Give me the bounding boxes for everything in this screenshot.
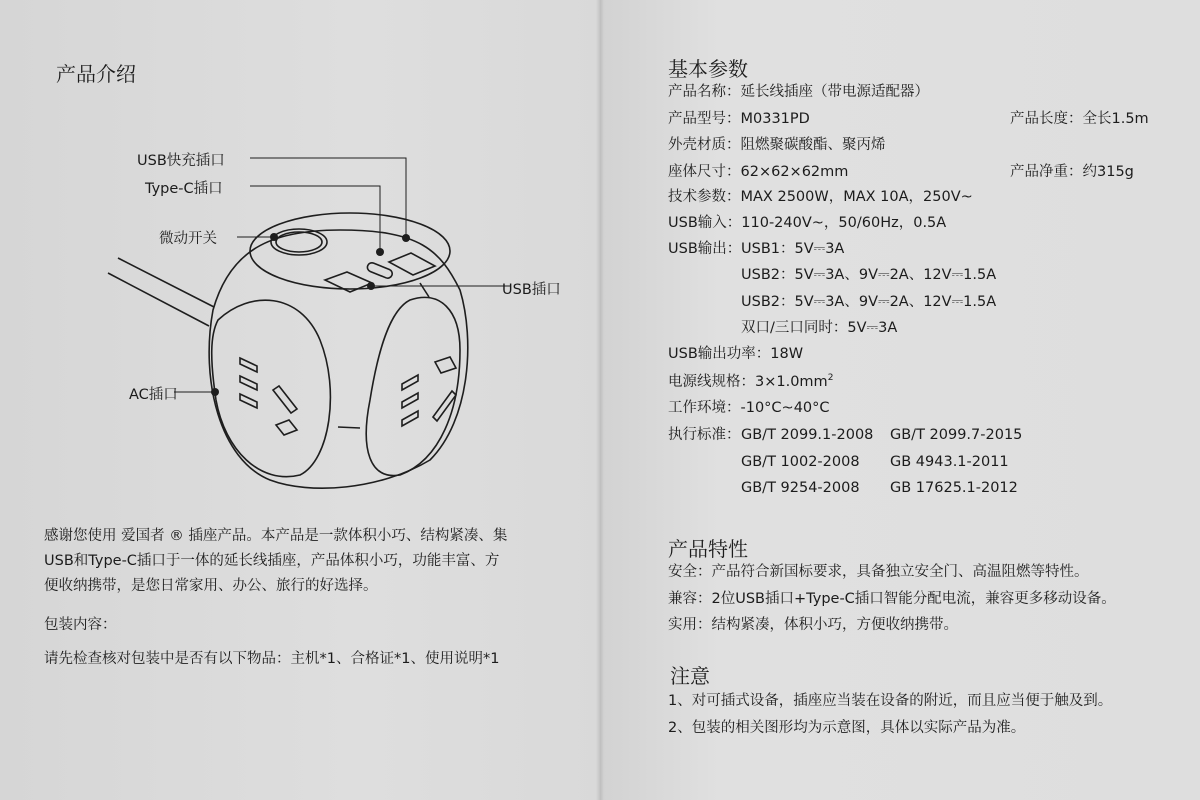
callout-micro-switch: 微动开关 [159,231,217,247]
standard-item: GB/T 1002-2008 [741,454,860,470]
section-title-features: 产品特性 [668,537,748,561]
standard-item: GB/T 2099.1-2008 [741,427,874,443]
note-item: 1、对可插式设备，插座应当装在设备的附近，而且应当便于触及到。 [668,693,1113,709]
callout-usb-port: USB插口 [502,282,561,298]
package-title: 包装内容： [44,617,117,633]
feature-safety: 安全：产品符合新国标要求，具备独立安全门、高温阻燃等特性。 [668,564,1089,580]
spec-usb-output-4: 双口/三口同时：5V⎓3A [741,320,898,336]
standard-item: GB 4943.1-2011 [890,454,1009,470]
callout-type-c-port: Type-C插口 [145,181,223,197]
spec-standards-label: 执行标准： [668,427,741,443]
spec-weight: 产品净重：约315g [1010,164,1134,180]
spec-product-name: 产品名称：延长线插座（带电源适配器） [668,84,929,100]
intro-paragraph [44,524,507,599]
spec-usb-output-1: USB1：5V⎓3A [741,241,845,257]
spec-cord [668,374,833,389]
spec-size: 座体尺寸：62×62×62mm [668,164,849,180]
standard-item: GB/T 2099.7-2015 [890,427,1023,443]
power-cube-diagram [0,0,600,500]
spec-usb-power: USB输出功率：18W [668,346,804,362]
page-fold [596,0,604,800]
intro-line: 感谢您使用 爱国者 ® 插座产品。本产品是一款体积小巧、结构紧凑、集 [44,528,508,544]
spec-usb-output-label: USB输出： [668,241,742,257]
feature-practical: 实用：结构紧凑，体积小巧，方便收纳携带。 [668,617,958,633]
section-title-notes: 注意 [670,664,710,688]
section-title-product-intro: 产品介绍 [56,62,136,86]
note-item: 2、包装的相关图形均为示意图，具体以实际产品为准。 [668,720,1026,736]
spec-usb-output-2: USB2：5V⎓3A、9V⎓2A、12V⎓1.5A [741,267,997,283]
spec-cord-superscript: 2 [827,373,834,383]
standard-item: GB/T 9254-2008 [741,480,860,496]
spec-material: 外壳材质：阻燃聚碳酸酯、聚丙烯 [668,137,886,153]
spec-usb-input: USB输入：110-240V~，50/60Hz，0.5A [668,215,947,231]
callout-usb-fast-port: USB快充插口 [137,153,225,169]
spec-tech: 技术参数：MAX 2500W，MAX 10A，250V~ [668,189,973,205]
package-contents: 请先检查核对包装中是否有以下物品：主机*1、合格证*1、使用说明*1 [44,651,500,667]
right-page [600,0,1200,800]
spec-model: 产品型号：M0331PD [668,111,810,127]
standard-item: GB 17625.1-2012 [890,480,1018,496]
section-title-specs: 基本参数 [668,57,748,81]
intro-line: 便收纳携带，是您日常家用、办公、旅行的好选择。 [44,578,378,594]
spec-cord-text: 电源线规格：3×1.0mm [668,373,828,390]
callout-ac-socket: AC插口 [129,387,178,403]
spec-length: 产品长度：全长1.5m [1010,111,1149,127]
feature-compatibility: 兼容：2位USB插口+Type-C插口智能分配电流，兼容更多移动设备。 [668,591,1116,607]
spec-usb-output-3: USB2：5V⎓3A、9V⎓2A、12V⎓1.5A [741,294,997,310]
spec-environment: 工作环境：-10°C~40°C [668,400,830,416]
intro-line: USB和Type-C插口于一体的延长线插座，产品体积小巧，功能丰富、方 [44,553,500,569]
